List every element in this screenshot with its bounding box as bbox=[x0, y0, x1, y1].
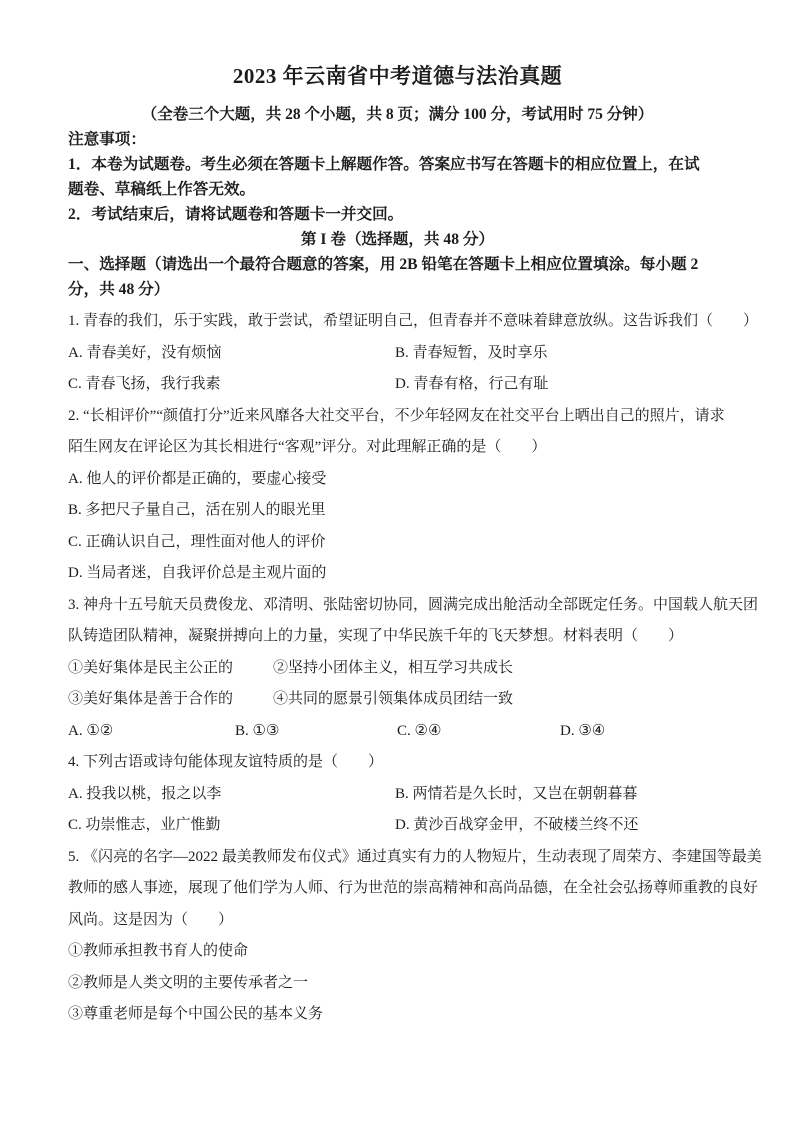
question-2-option-c: C. 正确认识自己，理性面对他人的评价 bbox=[68, 533, 326, 550]
question-4-option-b: B. 两情若是久长时，又岂在朝朝暮暮 bbox=[395, 785, 638, 802]
notice-line-1: 1．本卷为试题卷。考生必须在答题卡上解题作答。答案应书写在答题卡的相应位置上，在试 bbox=[68, 156, 700, 173]
question-3-subitem-4: ④共同的愿景引领集体成员团结一致 bbox=[273, 691, 514, 707]
question-5-stem-line-3: 风尚。这是因为（ ） bbox=[68, 911, 234, 928]
question-4-option-c: C. 功崇惟志，业广惟勤 bbox=[68, 817, 221, 833]
notice-line-2: 2．考试结束后，请将试题卷和答题卡一并交回。 bbox=[68, 206, 404, 223]
question-2-option-d: D. 当局者迷，自我评价总是主观片面的 bbox=[68, 565, 327, 581]
question-3-stem-line-2: 队铸造团队精神，凝聚拼搏向上的力量，实现了中华民族千年的飞天梦想。材料表明（ ） bbox=[68, 628, 684, 644]
question-2-option-a: A. 他人的评价都是正确的，要虚心接受 bbox=[68, 470, 327, 487]
question-4-option-a: A. 投我以桃，报之以李 bbox=[68, 785, 222, 802]
question-3-subitem-3: ③美好集体是善于合作的 bbox=[68, 691, 234, 707]
question-4-stem: 4. 下列古语或诗句能体现友谊特质的是（ ） bbox=[68, 754, 384, 770]
question-3-subitems-row-2 bbox=[68, 684, 727, 716]
question-1-option-c: C. 青春飞扬，我行我素 bbox=[68, 376, 221, 392]
exam-meta-subtitle: （全卷三个大题，共 28 个小题，共 8 页；满分 100 分，考试用时 75 分钟） bbox=[141, 106, 654, 123]
question-3-options-row bbox=[68, 716, 727, 748]
question-4-options-row-2 bbox=[68, 810, 727, 842]
question-5-subitem-1: ①教师承担教书育人的使命 bbox=[68, 943, 249, 959]
question-2-stem-line-1: 2. “长相评价”“颜值打分”近来风靡各大社交平台，不少年轻网友在社交平台上晒出自己的照片，请求 bbox=[68, 407, 725, 424]
question-3-option-c: C. ②④ bbox=[397, 722, 442, 739]
question-3-stem-line-1: 3. 神舟十五号航天员费俊龙、邓清明、张陆密切协同，圆满完成出舱活动全部既定任务。中国载人航天团 bbox=[68, 596, 759, 613]
section-1-title: 第 I 卷（选择题，共 48 分） bbox=[300, 231, 495, 248]
question-5-stem-line-2: 教师的感人事迹，展现了他们学为人师、行为世范的崇高精神和高尚品德，在全社会弘扬尊师重教的良好 bbox=[68, 880, 759, 896]
question-3-subitem-2: ②坚持小团体主义，相互学习共成长 bbox=[273, 659, 514, 676]
question-4-options-row-1 bbox=[68, 779, 727, 811]
question-2-option-b: B. 多把尺子量自己，活在别人的眼光里 bbox=[68, 502, 326, 518]
question-1-option-b: B. 青春短暂，及时享乐 bbox=[395, 344, 548, 361]
section-1-intro-line-2: 分，共 48 分） bbox=[68, 281, 170, 298]
question-5-subitem-3: ③尊重老师是每个中国公民的基本义务 bbox=[68, 1006, 324, 1022]
notice-heading: 注意事项： bbox=[68, 131, 146, 148]
question-3-option-a: A. ①② bbox=[68, 722, 114, 739]
page-title: 2023 年云南省中考道德与法治真题 bbox=[232, 64, 563, 88]
question-1-option-d: D. 青春有格，行己有耻 bbox=[395, 376, 549, 392]
question-3-option-b: B. ①③ bbox=[235, 722, 280, 739]
question-2-stem-line-2: 陌生网友在评论区为其长相进行“客观”评分。对此理解正确的是（ ） bbox=[68, 439, 547, 455]
question-3-subitem-1: ①美好集体是民主公正的 bbox=[68, 659, 234, 676]
question-1-options-row-2 bbox=[68, 369, 727, 401]
notice-line-1-wrap: 题卷、草稿纸上作答无效。 bbox=[68, 181, 256, 198]
question-5-stem-line-1: 5. 《闪亮的名字—2022 最美教师发布仪式》通过真实有力的人物短片，生动表现了周荣方、李建国等最美 bbox=[68, 848, 762, 865]
question-5-subitem-2: ②教师是人类文明的主要传承者之一 bbox=[68, 974, 309, 991]
question-1-stem: 1. 青春的我们，乐于实践，敢于尝试，希望证明自己，但青春并不意味着肆意放纵。这告诉我们（ ） bbox=[68, 313, 759, 329]
section-1-intro-line-1: 一、选择题（请选出一个最符合题意的答案，用 2B 铅笔在答题卡上相应位置填涂。每小题 2 bbox=[68, 256, 699, 273]
question-3-option-d: D. ③④ bbox=[560, 722, 606, 739]
question-4-option-d: D. 黄沙百战穿金甲，不破楼兰终不还 bbox=[395, 817, 639, 833]
question-1-option-a: A. 青春美好，没有烦恼 bbox=[68, 344, 222, 361]
question-1-options-row-1 bbox=[68, 338, 727, 370]
questions-area bbox=[68, 306, 762, 1031]
question-3-subitems-row-1 bbox=[68, 653, 727, 685]
